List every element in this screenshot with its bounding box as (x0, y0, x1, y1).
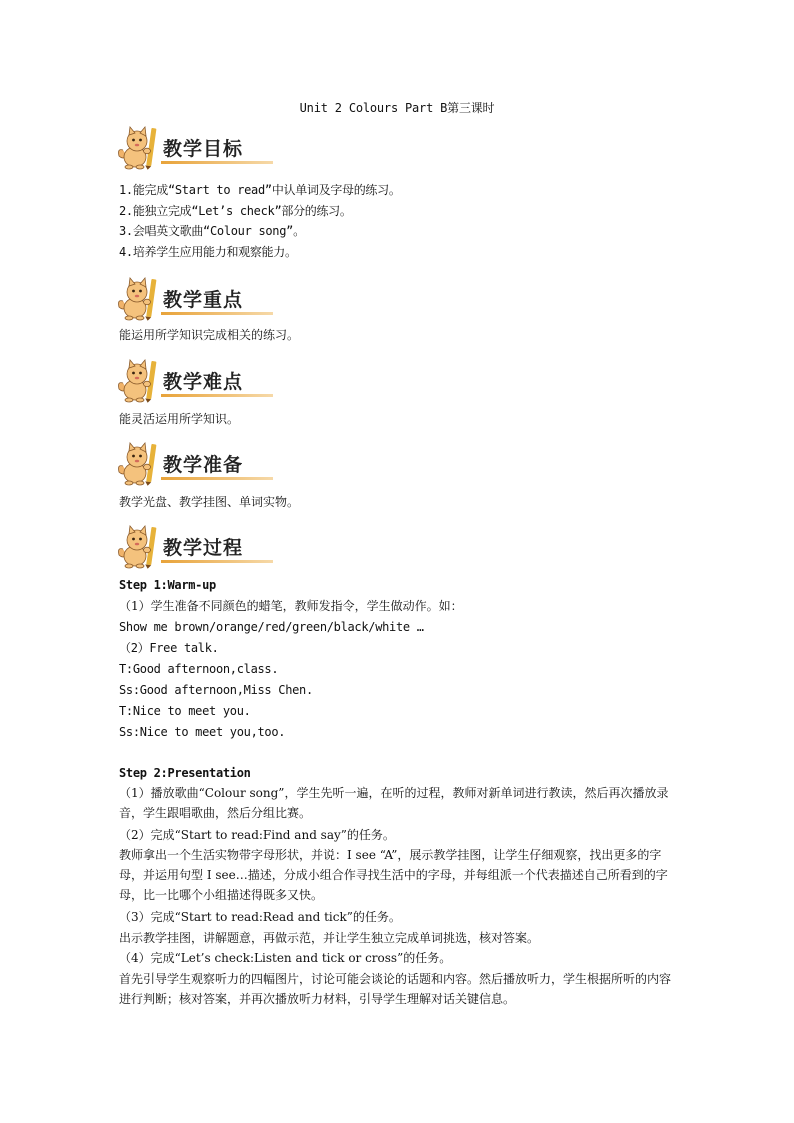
section-underline (161, 161, 273, 164)
section-header-key-points (117, 277, 277, 321)
step-line: T:Good afternoon,class. (119, 662, 279, 676)
section-title: 教学目标 (163, 138, 244, 160)
section-header-difficulties (117, 359, 277, 403)
step-heading: Step 2:Presentation (119, 766, 251, 780)
objective-item: 4.培养学生应用能力和观察能力。 (119, 245, 297, 259)
step-heading: Step 1:Warm-up (119, 578, 216, 592)
section-underline (161, 394, 273, 397)
step-line: （2）Free talk. (119, 641, 219, 655)
section-title: 教学重点 (163, 289, 244, 311)
step-paragraph: 首先引导学生观察听力的四幅图片，讨论可能会谈论的话题和内容。然后播放听力，学生根据所听的内容进行判断；核对答案，并再次播放听力材料，引导学生理解对话关键信息。 (119, 972, 672, 1006)
preparation-text: 教学光盘、教学挂图、单词实物。 (119, 495, 300, 509)
cat-mascot-icon (117, 442, 161, 486)
objective-item: 1.能完成“Start to read”中认单词及字母的练习。 (119, 183, 401, 197)
step-paragraph: （2）完成“Start to read:Find and say”的任务。 (119, 828, 395, 842)
cat-mascot-icon (117, 525, 161, 569)
step-paragraph: （4）完成“Let’s check:Listen and tick or cross”的任务。 (119, 951, 452, 965)
step-line: （1）学生准备不同颜色的蜡笔，教师发指令，学生做动作。如： (119, 599, 463, 613)
section-underline (161, 312, 273, 315)
section-title: 教学难点 (163, 371, 244, 393)
objective-item: 3.会唱英文歌曲“Colour song”。 (119, 224, 305, 238)
key-points-text: 能运用所学知识完成相关的练习。 (119, 328, 300, 342)
section-underline (161, 560, 273, 563)
step-paragraph: （1）播放歌曲“Colour song”，学生先听一遍，在听的过程，教师对新单词进行教读，然后再次播放录音，学生跟唱歌曲，然后分组比赛。 (119, 786, 669, 820)
cat-mascot-icon (117, 126, 161, 170)
cat-mascot-icon (117, 277, 161, 321)
section-underline (161, 477, 273, 480)
step-line: Show me brown/orange/red/green/black/white … (119, 620, 424, 634)
section-title: 教学过程 (163, 537, 244, 559)
step-line: T:Nice to meet you. (119, 704, 251, 718)
step-paragraph: 出示教学挂图，讲解题意，再做示范，并让学生独立完成单词挑选，核对答案。 (119, 931, 540, 945)
cat-mascot-icon (117, 359, 161, 403)
difficulties-text: 能灵活运用所学知识。 (119, 412, 240, 426)
document-title: Unit 2 Colours Part B第三课时 (299, 101, 495, 115)
step-line: Ss:Good afternoon,Miss Chen. (119, 683, 313, 697)
objective-item: 2.能独立完成“Let’s check”部分的练习。 (119, 204, 352, 218)
section-header-preparation (117, 442, 277, 486)
step-line: Ss:Nice to meet you,too. (119, 725, 286, 739)
step-paragraph: （3）完成“Start to read:Read and tick”的任务。 (119, 910, 401, 924)
section-title: 教学准备 (163, 454, 244, 476)
section-header-process (117, 525, 277, 569)
section-header-objectives (117, 126, 277, 170)
step-paragraph: 教师拿出一个生活实物带字母形状，并说：I see “A”，展示教学挂图，让学生仔细观察，找出更多的字母，并运用句型 I see…描述，分成小组合作寻找生活中的字母，并每组派一个代表描述自己所看到的字母，比一比哪个小组描述得既多又快。 (119, 848, 668, 902)
